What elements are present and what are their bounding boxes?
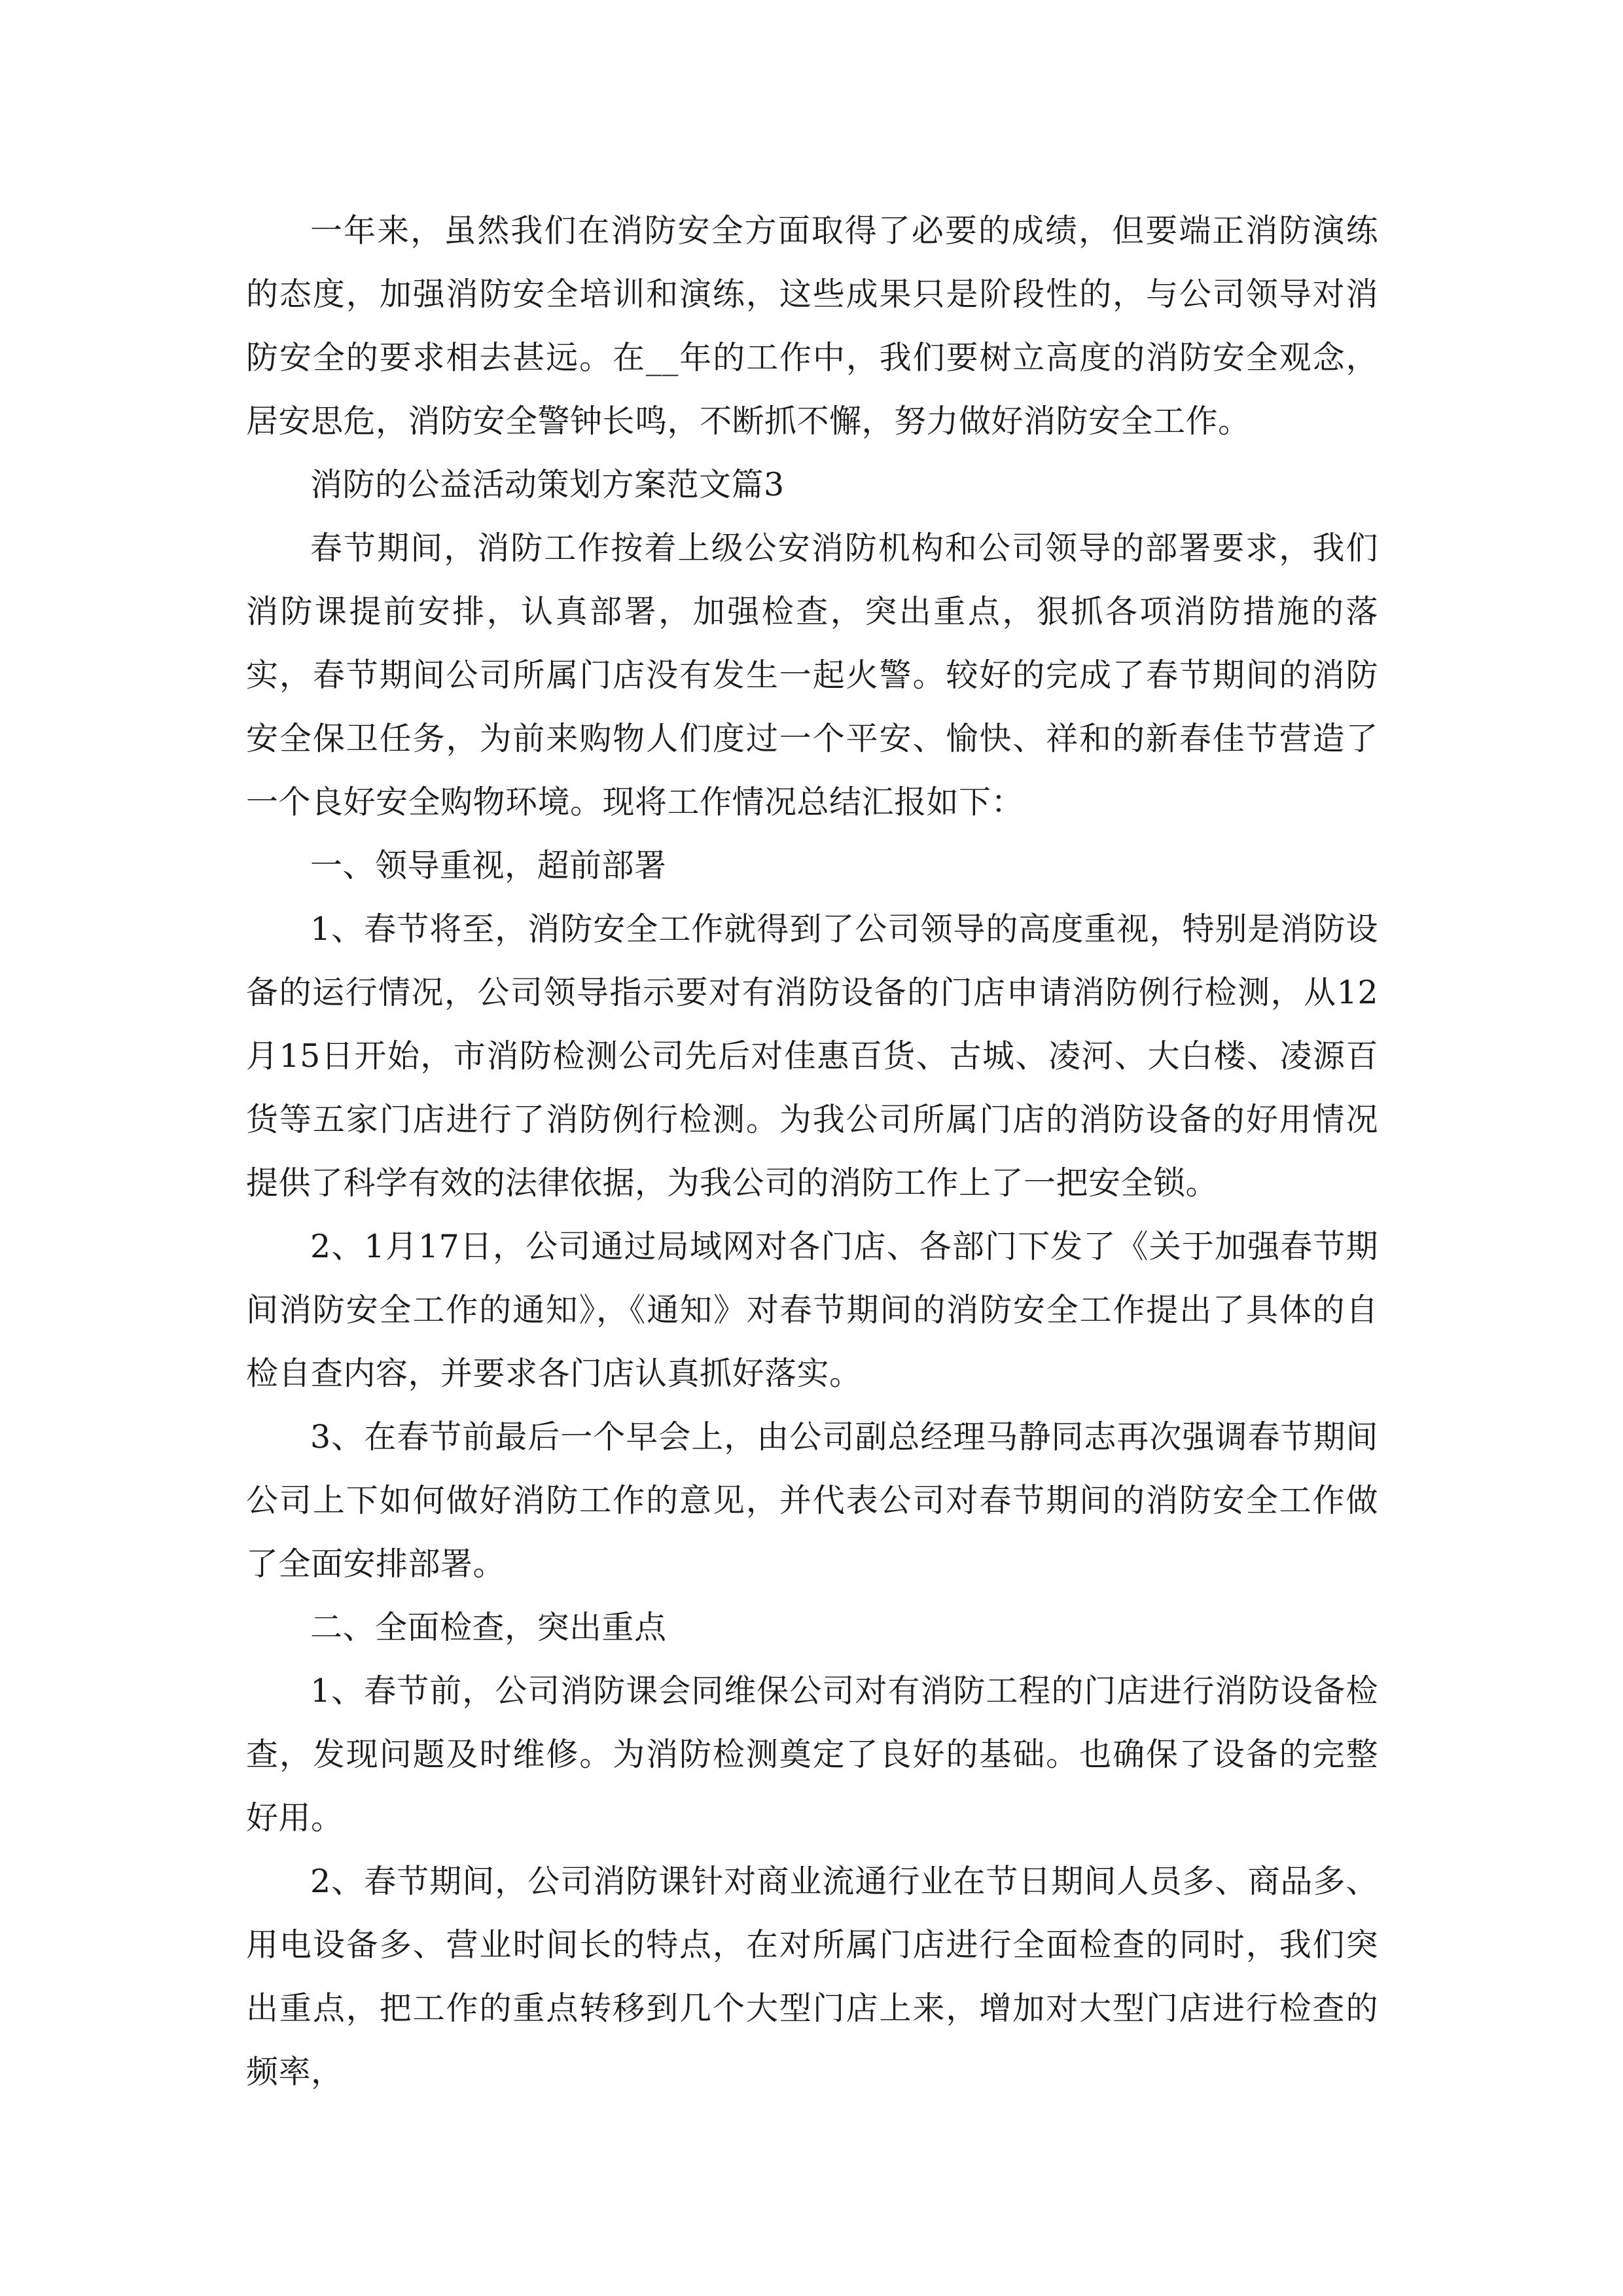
paragraph-item-1: 1、春节将至，消防安全工作就得到了公司领导的高度重视，特别是消防设备的运行情况，公司领导指示要对有消防设备的门店申请消防例行检测，从12月15日开始，市消防检测公司先后对佳惠百货、古城、凌河、大白楼、凌源百货等五家门店进行了消防例行检测。为我公司所属门店的消防设备的好用情况提供了科学有效的法律依据，为我公司的消防工作上了一把安全锁。: [246, 910, 1378, 1202]
heading-inspection: 二、全面检查，突出重点: [310, 1609, 667, 1646]
heading-leadership: 一、领导重视，超前部署: [310, 847, 667, 884]
section-title: 消防的公益活动策划方案范文篇3: [310, 466, 785, 503]
paragraph-intro: 春节期间，消防工作按着上级公安消防机构和公司领导的部署要求，我们消防课提前安排，认真部署，加强检查，突出重点，狠抓各项消防措施的落实，春节期间公司所属门店没有发生一起火警。较好的完成了春节期间的消防安全保卫任务，为前来购物人们度过一个平安、愉快、祥和的新春佳节营造了一个良好安全购物环境。现将工作情况总结汇报如下：: [246, 529, 1378, 821]
document-body: [246, 199, 1378, 2104]
paragraph-item-2: 2、1月17日，公司通过局域网对各门店、各部门下发了《关于加强春节期间消防安全工作的通知》，《通知》对春节期间的消防安全工作提出了具体的自检自查内容，并要求各门店认真抓好落实。: [246, 1228, 1378, 1392]
paragraph-item-3: 3、在春节前最后一个早会上，由公司副总经理马静同志再次强调春节期间公司上下如何做好消防工作的意见，并代表公司对春节期间的消防安全工作做了全面安排部署。: [246, 1418, 1378, 1583]
paragraph-inspection-1: 1、春节前，公司消防课会同维保公司对有消防工程的门店进行消防设备检查，发现问题及时维修。为消防检测奠定了良好的基础。也确保了设备的完整好用。: [246, 1672, 1378, 1837]
paragraph-inspection-2: 2、春节期间，公司消防课针对商业流通行业在节日期间人员多、商品多、用电设备多、营业时间长的特点，在对所属门店进行全面检查的同时，我们突出重点，把工作的重点转移到几个大型门店上来，增加对大型门店进行检查的频率，: [246, 1863, 1378, 2090]
paragraph-summary: 一年来，虽然我们在消防安全方面取得了必要的成绩，但要端正消防演练的态度，加强消防安全培训和演练，这些成果只是阶段性的，与公司领导对消防安全的要求相去甚远。在__年的工作中，我们要树立高度的消防安全观念，居安思危，消防安全警钟长鸣，不断抓不懈，努力做好消防安全工作。: [246, 212, 1378, 440]
